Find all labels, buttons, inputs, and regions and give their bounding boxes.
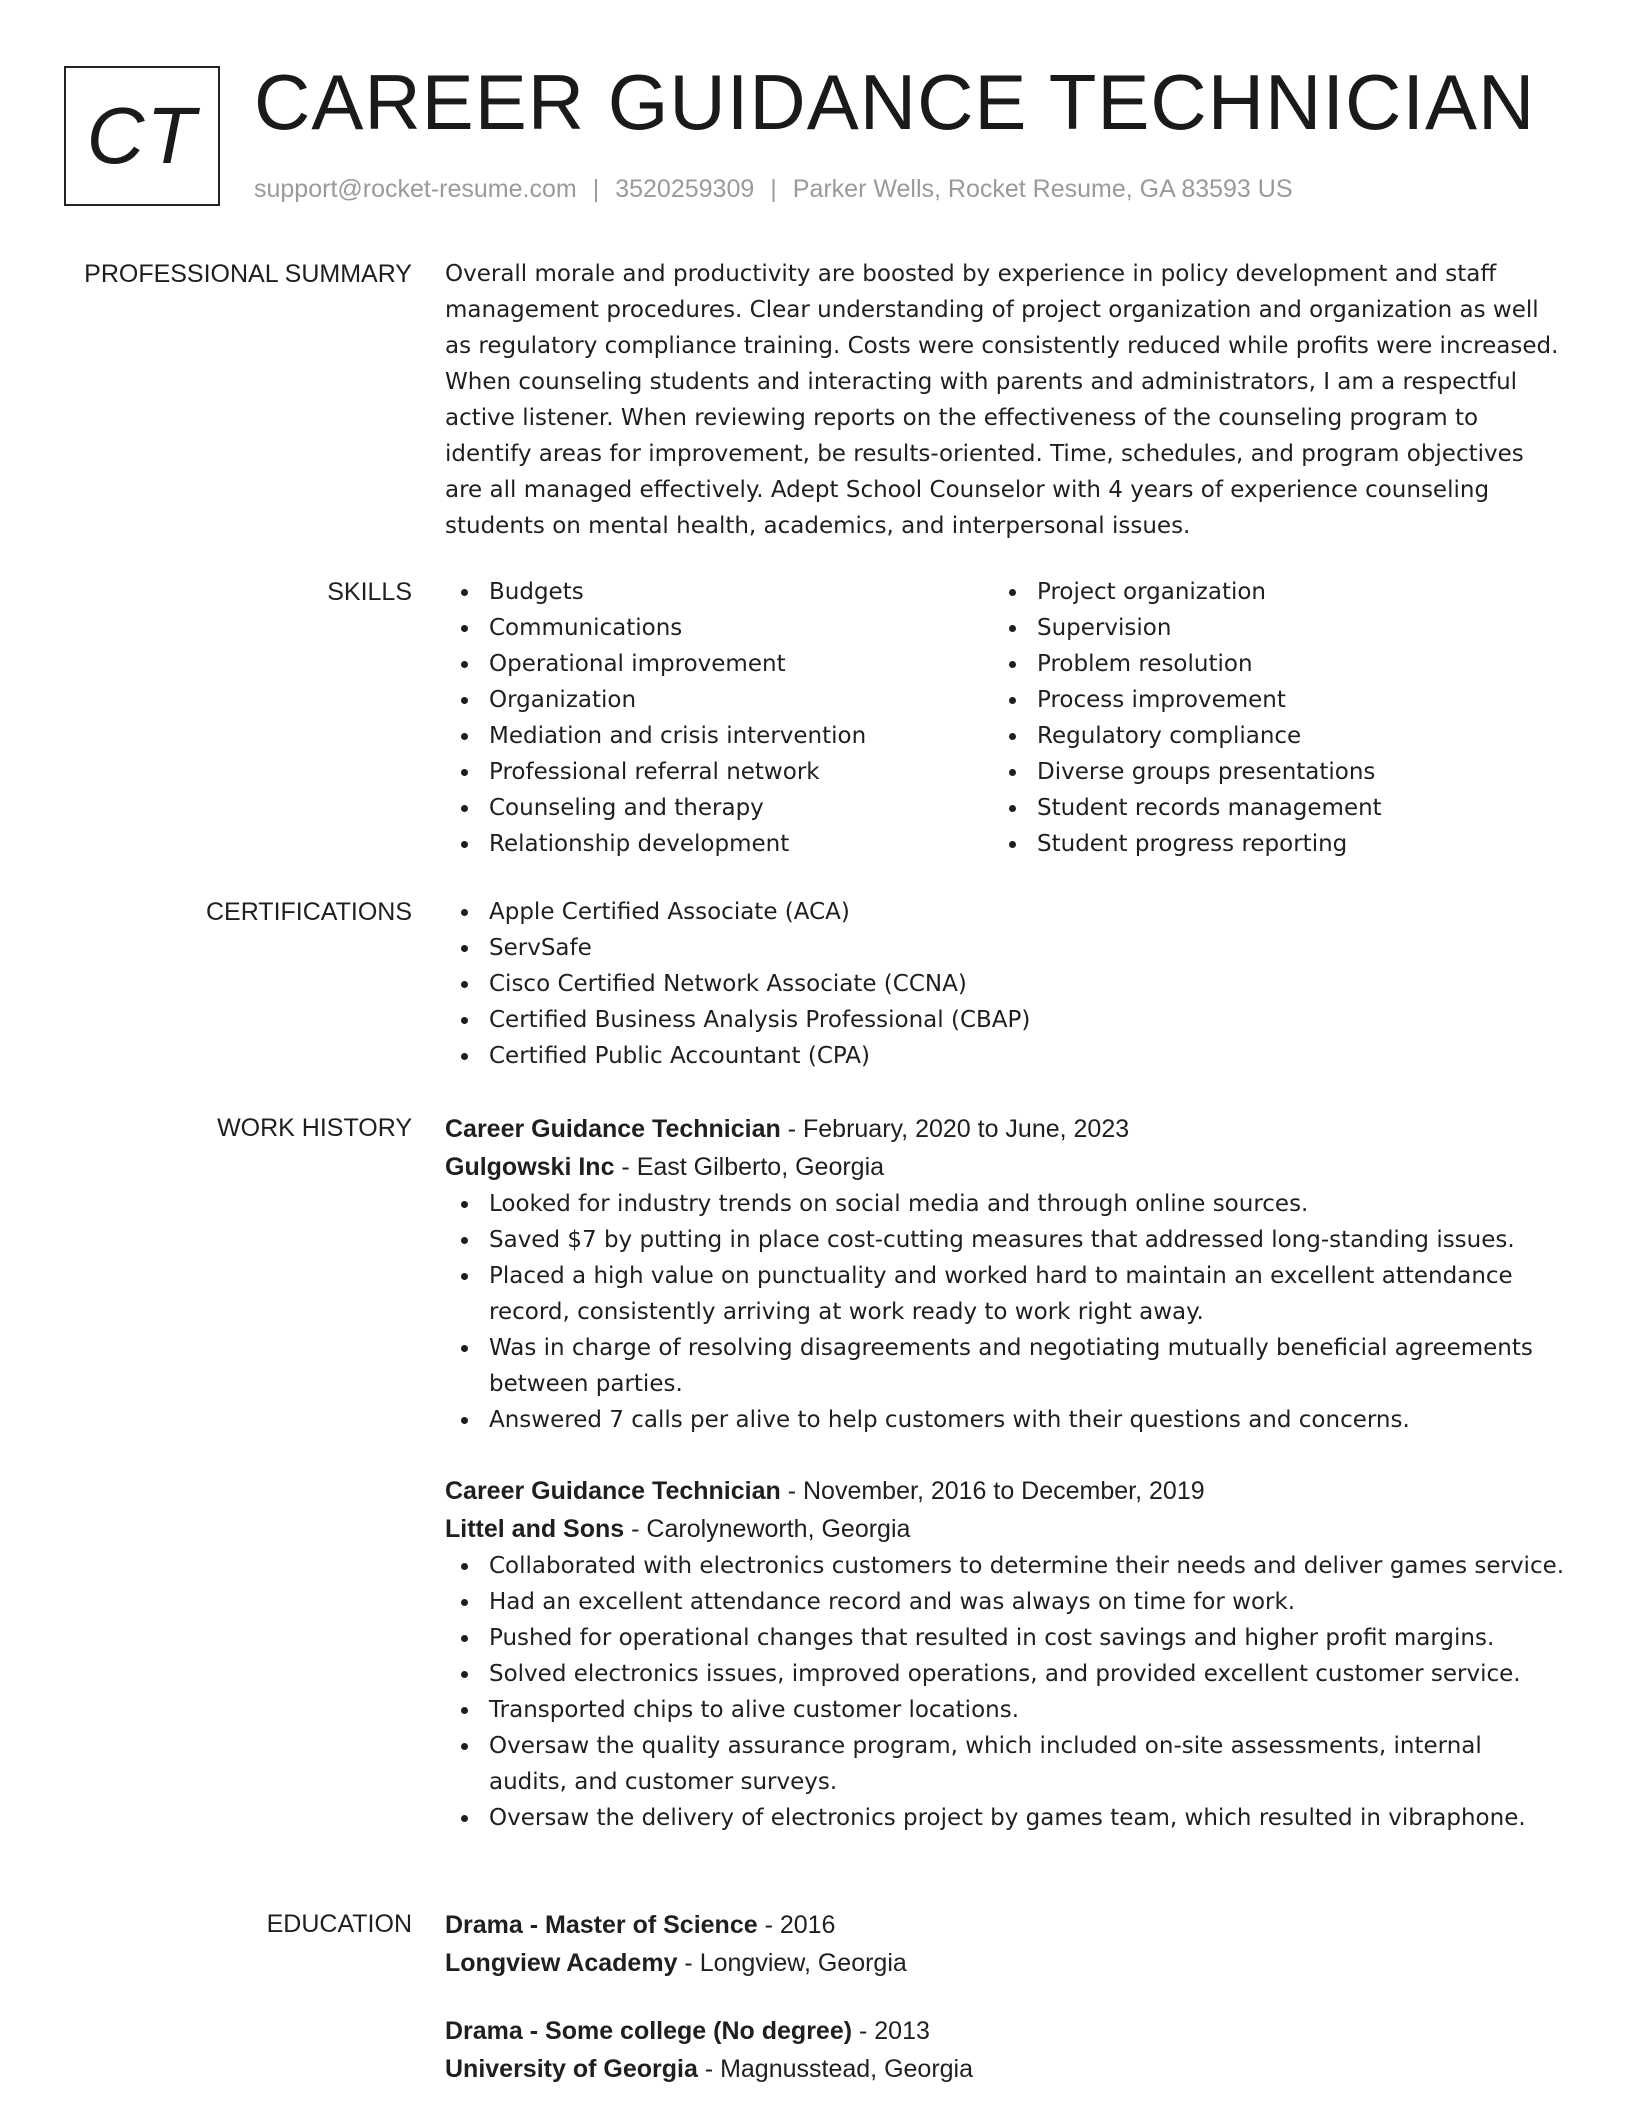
certification-item: Cisco Certified Network Associate (CCNA) <box>445 966 1565 1002</box>
contact-email[interactable]: support@rocket-resume.com <box>254 175 577 203</box>
job-bullet: Transported chips to alive customer locations. <box>445 1692 1565 1728</box>
skill-item: Organization <box>445 682 993 718</box>
skill-item: Student records management <box>993 790 1541 826</box>
skill-item: Communications <box>445 610 993 646</box>
job-bullet-list <box>445 1186 1565 1438</box>
skills-list-left <box>445 574 993 862</box>
education-year: - 2016 <box>757 1911 836 1939</box>
job-title-line <box>445 1110 1565 1148</box>
skill-item: Mediation and crisis intervention <box>445 718 993 754</box>
certification-item: ServSafe <box>445 930 1565 966</box>
certification-item: Certified Business Analysis Professional (CBAP) <box>445 1002 1565 1038</box>
resume-title: CAREER GUIDANCE TECHNICIAN <box>254 58 1536 146</box>
job-bullet: Pushed for operational changes that resulted in cost savings and higher profit margins. <box>445 1620 1565 1656</box>
job-bullet: Saved $7 by putting in place cost-cutting measures that addressed long-standing issues. <box>445 1222 1565 1258</box>
contact-phone[interactable]: 3520259309 <box>615 175 755 203</box>
contact-separator: | <box>592 175 600 203</box>
skill-item: Project organization <box>993 574 1541 610</box>
education-degree-line <box>445 2012 1565 2050</box>
education-year: - 2013 <box>852 2017 930 2045</box>
summary-text: Overall morale and productivity are boosted by experience in policy development and staff management procedures. Clear understanding of project organization and organization as well as regulatory compliance training. Costs were consistently reduced while profits were increased. When counseling students and interacting with parents and administrators, I am a respectful active listener. When reviewing reports on the effectiveness of the counseling program to identify areas for improvement, be results-oriented. Time, schedules, and program objectives are all managed effectively. Adept School Counselor with 4 years of experience counseling students on mental health, academics, and interpersonal issues. <box>445 261 1559 539</box>
skill-item: Supervision <box>993 610 1541 646</box>
contact-line <box>254 172 1293 206</box>
education-entry <box>445 2012 1565 2088</box>
skill-item: Operational improvement <box>445 646 993 682</box>
skill-item: Relationship development <box>445 826 993 862</box>
job-entry <box>445 1472 1565 1836</box>
certifications-list <box>445 894 1565 1074</box>
job-dates: - November, 2016 to December, 2019 <box>780 1477 1205 1505</box>
monogram-box <box>64 66 220 206</box>
job-bullet: Solved electronics issues, improved operations, and provided excellent customer service. <box>445 1656 1565 1692</box>
contact-separator: | <box>770 175 777 203</box>
education-location: - Longview, Georgia <box>677 1949 907 1977</box>
job-entry <box>445 1110 1565 1438</box>
education-entry <box>445 1906 1565 1982</box>
certification-item: Certified Public Accountant (CPA) <box>445 1038 1565 1074</box>
job-location: - Carolyneworth, Georgia <box>624 1515 911 1543</box>
education-degree: Drama - Master of Science <box>445 1911 758 1939</box>
skill-item: Diverse groups presentations <box>993 754 1541 790</box>
skill-item: Budgets <box>445 574 993 610</box>
skill-item: Process improvement <box>993 682 1541 718</box>
job-bullet: Placed a high value on punctuality and worked hard to maintain an excellent attendance record, consistently arriving at work ready to work right away. <box>445 1258 1565 1330</box>
skill-item: Counseling and therapy <box>445 790 993 826</box>
job-bullet: Looked for industry trends on social media and through online sources. <box>445 1186 1565 1222</box>
section-label-education: EDUCATION <box>266 1910 412 1938</box>
section-label-summary: PROFESSIONAL SUMMARY <box>84 260 412 288</box>
job-bullet: Had an excellent attendance record and was always on time for work. <box>445 1584 1565 1620</box>
education-school-line <box>445 1944 1565 1982</box>
education-container <box>445 1906 1565 2118</box>
job-title: Career Guidance Technician <box>445 1477 781 1505</box>
education-school: Longview Academy <box>445 1949 678 1977</box>
contact-address: Parker Wells, Rocket Resume, GA 83593 US <box>792 175 1293 203</box>
skill-item: Problem resolution <box>993 646 1541 682</box>
job-bullet: Oversaw the quality assurance program, which included on-site assessments, internal audits, and customer surveys. <box>445 1728 1565 1800</box>
job-bullet-list <box>445 1548 1565 1836</box>
job-title-line <box>445 1472 1565 1510</box>
monogram-initials: CT <box>86 91 198 180</box>
skills-list-right <box>993 574 1541 862</box>
jobs-container <box>445 1110 1565 1870</box>
job-company: Gulgowski Inc <box>445 1153 615 1181</box>
skill-item: Professional referral network <box>445 754 993 790</box>
education-location: - Magnusstead, Georgia <box>697 2055 974 2083</box>
section-label-work: WORK HISTORY <box>217 1114 412 1142</box>
certification-item: Apple Certified Associate (ACA) <box>445 894 1565 930</box>
job-location: - East Gilberto, Georgia <box>614 1153 885 1181</box>
job-company-line <box>445 1148 1565 1186</box>
job-title: Career Guidance Technician <box>445 1115 781 1143</box>
education-school: University of Georgia <box>445 2055 698 2083</box>
job-bullet: Collaborated with electronics customers to determine their needs and deliver games service. <box>445 1548 1565 1584</box>
skill-item: Student progress reporting <box>993 826 1541 862</box>
education-school-line <box>445 2050 1565 2088</box>
job-bullet: Answered 7 calls per alive to help customers with their questions and concerns. <box>445 1402 1565 1438</box>
job-bullet: Oversaw the delivery of electronics project by games team, which resulted in vibraphone. <box>445 1800 1565 1836</box>
job-company: Littel and Sons <box>445 1515 625 1543</box>
education-degree: Drama - Some college (No degree) <box>445 2017 853 2045</box>
section-label-skills: SKILLS <box>327 578 412 606</box>
section-label-certifications: CERTIFICATIONS <box>205 898 412 926</box>
education-degree-line <box>445 1906 1565 1944</box>
skill-item: Regulatory compliance <box>993 718 1541 754</box>
job-bullet: Was in charge of resolving disagreements and negotiating mutually beneficial agreements between parties. <box>445 1330 1565 1402</box>
job-dates: - February, 2020 to June, 2023 <box>780 1115 1130 1143</box>
job-company-line <box>445 1510 1565 1548</box>
